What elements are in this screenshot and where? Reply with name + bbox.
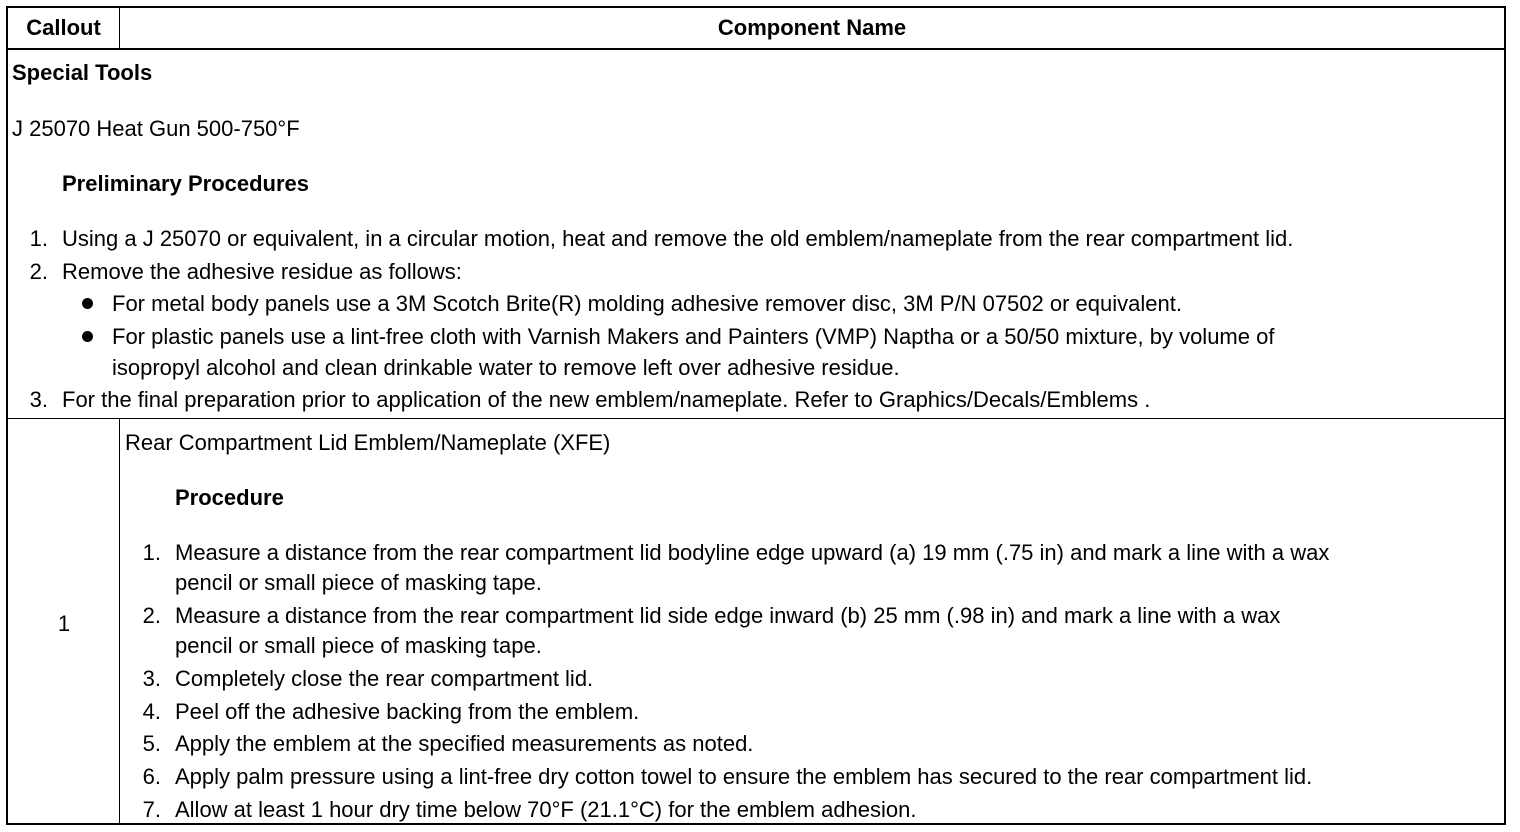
procedure-step-text: Apply palm pressure using a lint-free dry cotton towel to ensure the emblem has secured to the rear compartment lid. [175,764,1313,789]
step-number: 5. [142,731,161,756]
bullet-text: For plastic panels use a lint-free cloth with Varnish Makers and Painters (VMP) Naptha or a 50/50 mixture, by volume of [112,324,1275,349]
preliminary-step-text: Using a J 25070 or equivalent, in a circular motion, heat and remove the old emblem/nameplate from the rear compartment lid. [62,226,1294,251]
procedure-heading: Procedure [175,485,284,510]
step-number: 3. [29,387,48,412]
special-tools-title: Special Tools [12,60,153,85]
procedure-table [6,6,1506,825]
procedure-step-text: Apply the emblem at the specified measurements as noted. [175,731,754,756]
step-number: 2. [142,603,161,628]
procedure-step-text: Peel off the adhesive backing from the emblem. [175,699,640,724]
step-number: 2. [29,259,48,284]
callout-number: 1 [57,611,71,636]
procedure-step-text-continued: pencil or small piece of masking tape. [175,570,542,595]
bullet-icon [82,331,93,342]
component-name-column-header: Component Name [717,15,907,40]
preliminary-section [8,50,1504,419]
step-number: 3. [142,666,161,691]
table-header-row [8,8,1504,50]
step-number: 6. [142,764,161,789]
preliminary-procedures-heading: Preliminary Procedures [62,171,310,196]
bullet-text-continued: isopropyl alcohol and clean drinkable water to remove left over adhesive residue. [112,355,900,380]
preliminary-step-text: Remove the adhesive residue as follows: [62,259,462,284]
procedure-step-text-continued: pencil or small piece of masking tape. [175,633,542,658]
table-row [8,419,1504,823]
bullet-icon [82,298,93,309]
step-number: 1. [29,226,48,251]
procedure-step-text: Completely close the rear compartment lid. [175,666,594,691]
callout-cell [8,419,120,823]
procedure-step-text: Measure a distance from the rear compartment lid bodyline edge upward (a) 19 mm (.75 in) and mark a line with a wax [175,540,1330,565]
callout-column-header: Callout [8,8,120,48]
step-number: 4. [142,699,161,724]
special-tool-item: J 25070 Heat Gun 500-750°F [12,116,300,141]
preliminary-step-text: For the final preparation prior to application of the new emblem/nameplate. Refer to Graphics/Decals/Emblems . [62,387,1151,412]
step-number: 7. [142,797,161,822]
bullet-text: For metal body panels use a 3M Scotch Brite(R) molding adhesive remover disc, 3M P/N 07502 or equivalent. [112,291,1182,316]
procedure-step-text: Measure a distance from the rear compartment lid side edge inward (b) 25 mm (.98 in) and mark a line with a wax [175,603,1281,628]
procedure-step-text: Allow at least 1 hour dry time below 70°F (21.1°C) for the emblem adhesion. [175,797,917,822]
component-name: Rear Compartment Lid Emblem/Nameplate (XFE) [125,430,611,455]
step-number: 1. [142,540,161,565]
